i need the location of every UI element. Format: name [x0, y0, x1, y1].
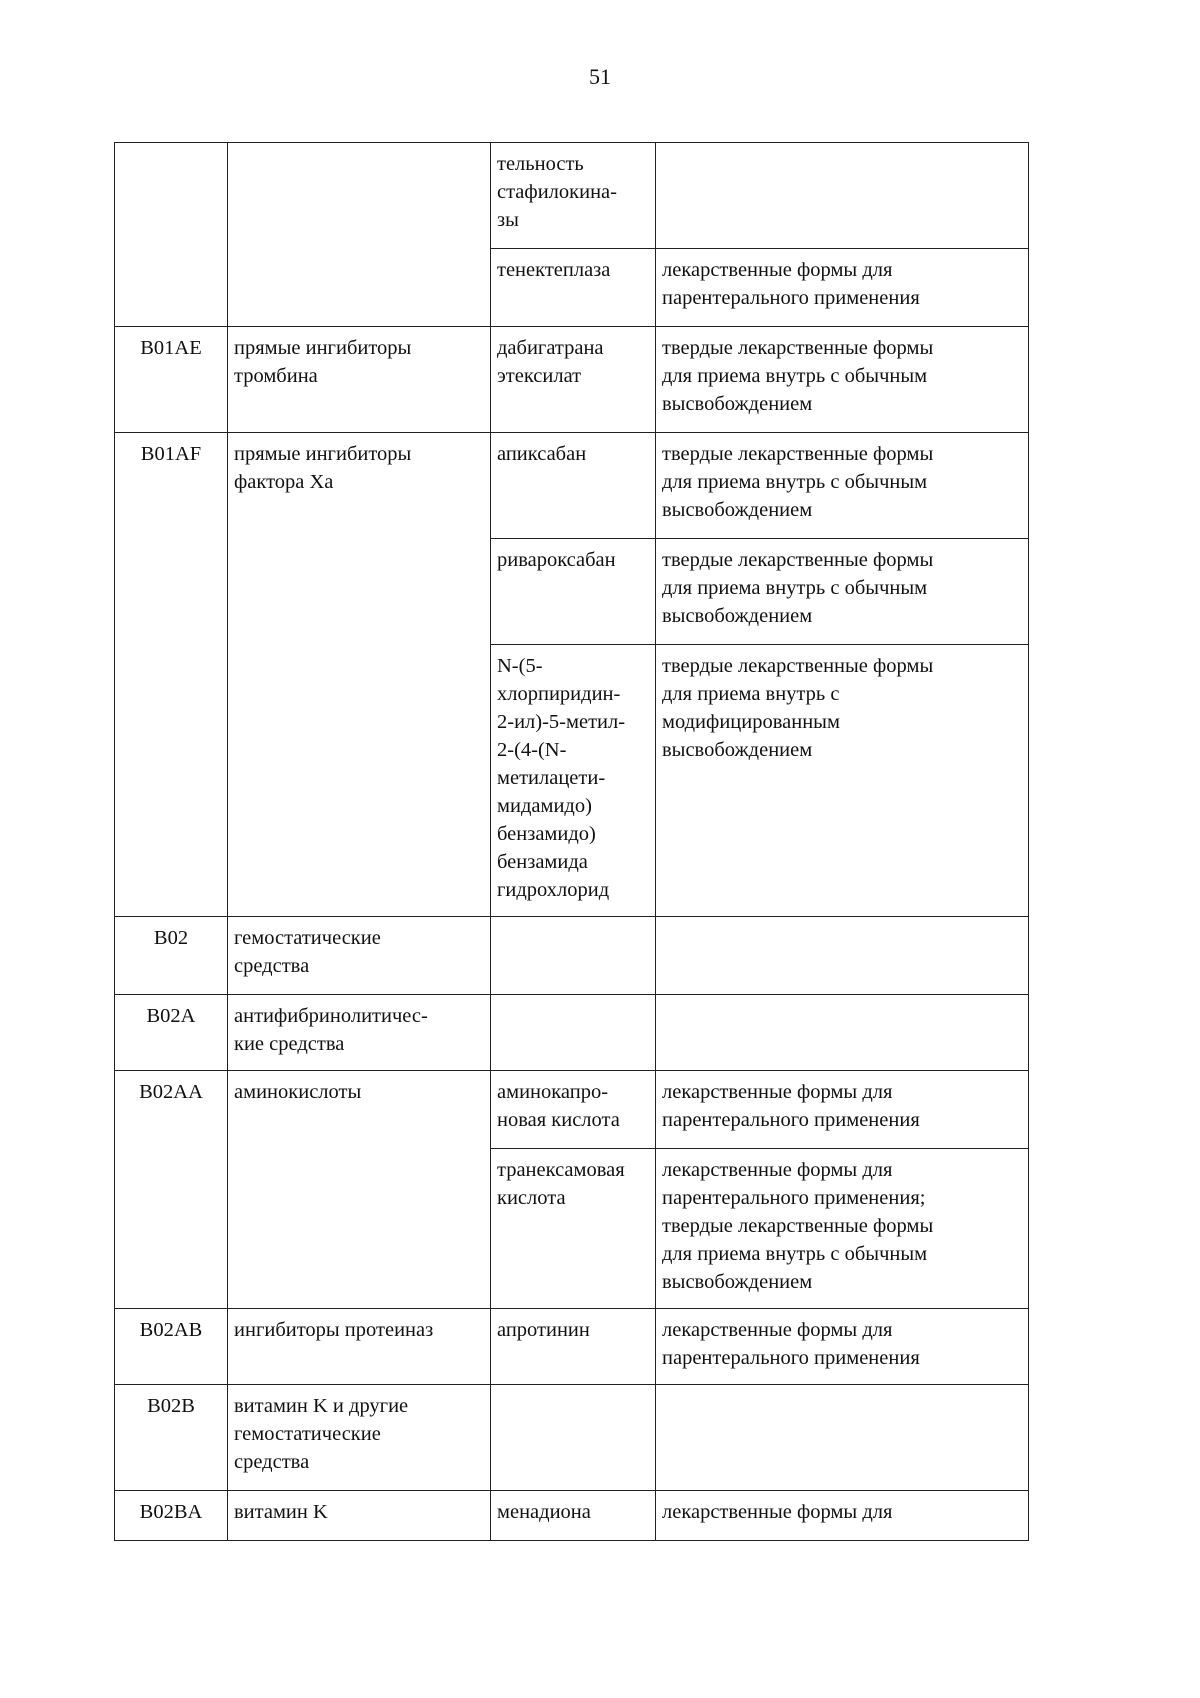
- dosage-form-cell: твердые лекарственные формы для приема внутрь с обычным высвобождением: [656, 433, 1029, 539]
- drug-name-cell: тенектеплаза: [491, 249, 656, 327]
- table-row: [115, 1309, 1029, 1385]
- drug-name-cell: апротинин: [491, 1309, 656, 1385]
- group-name-cell: [228, 143, 491, 327]
- dosage-form-cell: твердые лекарственные формы для приема внутрь с обычным высвобождением: [656, 327, 1029, 433]
- drug-name-cell: менадиона: [491, 1491, 656, 1541]
- table-row: [115, 1385, 1029, 1491]
- dosage-form-cell: лекарственные формы для парентерального применения: [656, 249, 1029, 327]
- page-number: 51: [589, 64, 611, 89]
- drug-name-cell: апиксабан: [491, 433, 656, 539]
- dosage-form-cell: [656, 143, 1029, 249]
- group-name-cell: прямые ингибиторы фактора Ха: [228, 433, 491, 917]
- dosage-form-cell: твердые лекарственные формы для приема внутрь с обычным высвобождением: [656, 539, 1029, 645]
- group-name-cell: аминокислоты: [228, 1071, 491, 1309]
- group-name-cell: ингибиторы протеиназ: [228, 1309, 491, 1385]
- table-row: [115, 1071, 1029, 1149]
- drug-name-cell: N-(5- хлорпиридин- 2-ил)-5-метил- 2-(4-(N- метилацети- мидамидо) бензамидо) бензамида гидрохлорид: [491, 645, 656, 917]
- drug-name-cell: [491, 1385, 656, 1491]
- table-row: [115, 433, 1029, 539]
- group-name-cell: витамин K: [228, 1491, 491, 1541]
- group-name-cell: антифибринолитичес- кие средства: [228, 995, 491, 1071]
- atc-code-cell: B02: [115, 917, 228, 995]
- group-name-cell: прямые ингибиторы тромбина: [228, 327, 491, 433]
- table-row: [115, 143, 1029, 249]
- table-row: [115, 1491, 1029, 1541]
- dosage-form-cell: [656, 995, 1029, 1071]
- atc-code-cell: B01AF: [115, 433, 228, 917]
- drug-name-cell: [491, 917, 656, 995]
- atc-code-cell: B02AA: [115, 1071, 228, 1309]
- drug-name-cell: аминокапро- новая кислота: [491, 1071, 656, 1149]
- table-row: [115, 327, 1029, 433]
- drug-classification-table: [114, 142, 1029, 1541]
- atc-code-cell: B02B: [115, 1385, 228, 1491]
- group-name-cell: гемостатические средства: [228, 917, 491, 995]
- drug-name-cell: дабигатрана этексилат: [491, 327, 656, 433]
- atc-code-cell: [115, 143, 228, 327]
- atc-code-cell: B01AE: [115, 327, 228, 433]
- group-name-cell: витамин K и другие гемостатические средства: [228, 1385, 491, 1491]
- atc-code-cell: B02BA: [115, 1491, 228, 1541]
- drug-name-cell: ривароксабан: [491, 539, 656, 645]
- dosage-form-cell: лекарственные формы для парентерального применения; твердые лекарственные формы для приема внутрь с обычным высвобождением: [656, 1149, 1029, 1309]
- dosage-form-cell: [656, 1385, 1029, 1491]
- table-row: [115, 995, 1029, 1071]
- table-row: [115, 917, 1029, 995]
- drug-name-cell: транексамовая кислота: [491, 1149, 656, 1309]
- atc-code-cell: B02AB: [115, 1309, 228, 1385]
- drug-name-cell: [491, 995, 656, 1071]
- dosage-form-cell: твердые лекарственные формы для приема внутрь с модифицированным высвобождением: [656, 645, 1029, 917]
- dosage-form-cell: [656, 917, 1029, 995]
- dosage-form-cell: лекарственные формы для: [656, 1491, 1029, 1541]
- atc-code-cell: B02A: [115, 995, 228, 1071]
- dosage-form-cell: лекарственные формы для парентерального применения: [656, 1071, 1029, 1149]
- drug-name-cell: тельность стафилокина- зы: [491, 143, 656, 249]
- dosage-form-cell: лекарственные формы для парентерального применения: [656, 1309, 1029, 1385]
